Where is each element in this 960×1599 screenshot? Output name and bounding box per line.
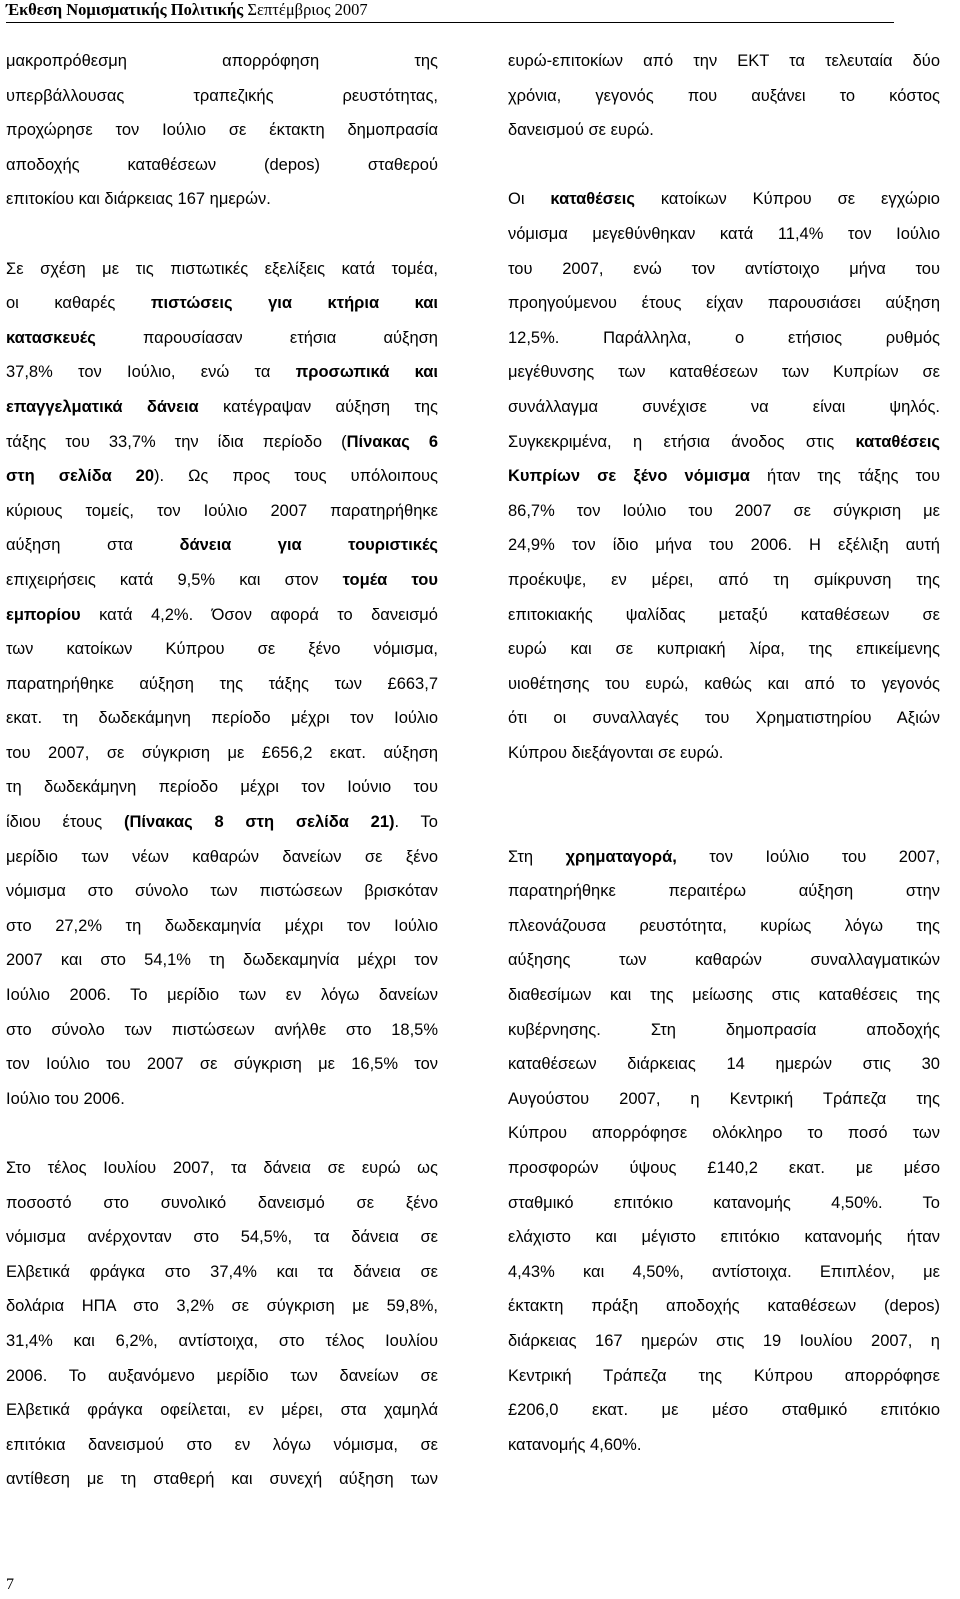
text-line: Οι καταθέσεις κατοίκων Κύπρου σε εγχώριο [508,190,940,209]
bold-term: τομέα του [342,570,438,589]
table-reference: Πίνακας 6 [346,432,438,451]
text-line: 31,4% και 6,2%, αντίστοιχα, στο τέλος Ιουλίου [6,1331,438,1350]
text-line: του 2007, σε σύγκριση με £656,2 εκατ. αύξηση [6,743,438,762]
text-line: του 2007, ενώ τον αντίστοιχο μήνα του [508,259,940,278]
text-line: παρατηρήθηκε αύξηση της τάξης των £663,7 [6,674,438,693]
text-line: Ιούλιο 2006. Το μερίδιο των εν λόγω δανείων [6,986,438,1005]
text-line: 4,43% και 4,50%, αντίστοιχα. Επιπλέον, με [508,1262,940,1281]
page-number: 7 [6,1576,14,1593]
text-line: νόμισμα μεγεθύνθηκαν κατά 11,4% τον Ιούλιο [508,224,940,243]
text-line: ότι οι συναλλαγές του Χρηματιστηρίου Αξιών [508,709,940,728]
bold-term: επαγγελματικά δάνεια [6,397,199,416]
bold-term: εμπορίου [6,605,81,624]
text-line: Ελβετικά φράγκα στο 37,4% και τα δάνεια σε [6,1262,438,1281]
table-reference: (Πίνακας 8 στη σελίδα 21) [124,813,395,832]
text-line: Κύπρου απορρόφησε ολόκληρο το ποσό των [508,1124,940,1143]
text-line: πλεονάζουσα ρευστότητα, κυρίως λόγω της [508,916,940,935]
bold-term: κατασκευές [6,328,96,347]
text-line: 2006. Το αυξανόμενο μερίδιο των δανείων σε [6,1366,438,1385]
text-line: στη σελίδα 20). Ως προς τους υπόλοιπους [6,467,438,486]
paragraph-money-market [508,840,940,1463]
text-line: νόμισμα ανέρχονταν στο 54,5%, τα δάνεια σε [6,1228,438,1247]
text-line: προσφορών ύψους £140,2 εκατ. με μέσο [508,1159,940,1177]
text-line: παρατηρήθηκε περαιτέρω αύξηση στην [508,882,940,901]
text-line: Κεντρική Τράπεζα της Κύπρου απορρόφησε [508,1366,940,1385]
text-line: διαθεσίμων και της μείωσης στις καταθέσεις της [508,986,940,1005]
text-line: δανεισμού σε ευρώ. [508,121,654,140]
paragraph-liquidity-absorption [6,44,438,217]
text-line: προηγούμενου έτους είχαν παρουσιάσει αύξηση [508,294,940,313]
bold-term: χρηματαγορά, [565,847,677,866]
text-line: αντίθεση με τη σταθερή και συνεχή αύξηση των [6,1470,438,1489]
text-line: ευρώ-επιτοκίων από την ΕΚΤ τα τελευταία δύο [508,52,940,70]
text-line: ίδιου έτους (Πίνακας 8 στη σελίδα 21). Το [6,813,438,832]
text-line: 37,8% τον Ιούλιο, ενώ τα προσωπικά και [6,363,438,382]
text-line: προέκυψε, εν μέρει, από τη σμίκρυνση της [508,570,940,589]
bold-term: Κυπρίων σε ξένο νόμισμα [508,467,750,486]
text-line: προχώρησε τον Ιούλιο σε έκτακτη δημοπρασία [6,121,438,140]
text-line: επιτόκια δανεισμού στο εν λόγω νόμισμα, σε [6,1435,438,1454]
text-line: 2007 και στο 54,1% τη δωδεκαμηνία μέχρι τον [6,951,438,970]
text-line: 86,7% τον Ιούλιο του 2007 σε σύγκριση με [508,501,940,520]
text-line: τον Ιούλιο του 2007 σε σύγκριση με 16,5% τον [6,1055,438,1074]
paragraph-currency-shares [6,1151,438,1497]
text-line: τη δωδεκάμηνη περίοδο μέχρι τον Ιούνιο του [6,778,438,797]
text-line: έκτακτη πράξη αποδοχής καταθέσεων (depos) [508,1297,940,1316]
text-line: τάξης του 33,7% την ίδια περίοδο (Πίνακας 6 [6,432,438,451]
text-line: Κυπρίων σε ξένο νόμισμα ήταν της τάξης του [508,467,940,486]
text-line: εμπορίου κατά 4,2%. Όσον αφορά το δανεισμό [6,605,438,624]
text-line: συνάλλαγμα συνέχισε να είναι ψηλός. [508,397,940,416]
text-line: αύξηση στα δάνεια για τουριστικές [6,536,438,555]
text-line: Στο τέλος Ιουλίου 2007, τα δάνεια σε ευρώ ως [6,1159,438,1177]
text-line: επιτοκίου και διάρκειας 167 ημερών. [6,190,271,209]
text-line: Ελβετικά φράγκα οφείλεται, εν μέρει, στα χαμηλά [6,1401,438,1420]
text-line: διάρκειας 167 ημερών στις 19 Ιουλίου 2007, η [508,1331,940,1350]
text-line: μεγέθυνσης των καταθέσεων των Κυπρίων σε [508,363,940,382]
text-line: κυβέρνησης. Στη δημοπρασία αποδοχής [508,1020,940,1039]
text-line: εκατ. τη δωδεκάμηνη περίοδο μέχρι τον Ιούλιο [6,709,438,728]
paragraph-euro-rates [508,44,940,148]
right-column [508,44,940,1462]
text-line: μερίδιο των νέων καθαρών δανείων σε ξένο [6,847,438,866]
text-line: κατανομής 4,60%. [508,1435,642,1454]
text-line: ευρώ και σε κυπριακή λίρα, της επικείμενης [508,640,940,659]
text-line: Ιούλιο του 2006. [6,1089,125,1108]
bold-term: πιστώσεις για κτήρια και [150,294,438,313]
text-line: 12,5%. Παράλληλα, ο ετήσιος ρυθμός [508,328,940,347]
bold-term: καταθέσεις [855,432,940,451]
text-line: υπερβάλλουσας τραπεζικής ρευστότητας, [6,86,438,105]
text-line: αύξησης των καθαρών συναλλαγματικών [508,951,940,970]
text-line: των κατοίκων Κύπρου σε ξένο νόμισμα, [6,640,438,659]
text-line: κατασκευές παρουσίασαν ετήσια αύξηση [6,328,438,347]
text-line: στο σύνολο των πιστώσεων ανήλθε στο 18,5% [6,1020,438,1039]
text-line: ελάχιστο και μέγιστο επιτόκιο κατανομής ήταν [508,1228,940,1247]
text-line: επαγγελματικά δάνεια κατέγραψαν αύξηση της [6,397,438,416]
left-column [6,44,438,1497]
text-line: χρόνια, γεγονός που αυξάνει το κόστος [508,86,940,105]
text-line: Αυγούστου 2007, η Κεντρική Τράπεζα της [508,1089,940,1108]
text-line: αποδοχής καταθέσεων (depos) σταθερού [6,155,438,174]
table-reference: στη σελίδα 20 [6,467,155,486]
report-date: Σεπτέμβριος 2007 [243,0,368,19]
text-line: νόμισμα στο σύνολο των πιστώσεων βρισκόταν [6,882,438,901]
text-line: δολάρια ΗΠΑ στο 3,2% σε σύγκριση με 59,8%, [6,1297,438,1316]
paragraph-sectoral-credit [6,252,438,1117]
running-header [6,0,894,23]
text-line: κύριους τομείς, τον Ιούλιο 2007 παρατηρήθηκε [6,501,438,520]
text-line: Στη χρηματαγορά, τον Ιούλιο του 2007, [508,847,940,866]
text-line: ποσοστό στο συνολικό δανεισμό σε ξένο [6,1193,438,1212]
bold-term: προσωπικά και [295,363,438,382]
bold-term: δάνεια για τουριστικές [179,536,438,555]
text-line: καταθέσεων διάρκειας 14 ημερών στις 30 [508,1055,940,1074]
text-line: υιοθέτησης του ευρώ, καθώς και από το γεγονός [508,674,940,693]
text-line: 24,9% τον ίδιο μήνα του 2006. Η εξέλιξη αυτή [508,536,940,555]
text-line: επιχειρήσεις κατά 9,5% και στον τομέα του [6,570,438,589]
text-line: σταθμικό επιτόκιο κατανομής 4,50%. Το [508,1193,940,1212]
text-line: οι καθαρές πιστώσεις για κτήρια και [6,294,438,313]
text-line: Συγκεκριμένα, η ετήσια άνοδος στις καταθέσεις [508,432,940,451]
text-line: £206,0 εκατ. με μέσο σταθμικό επιτόκιο [508,1401,940,1420]
paragraph-deposits [508,182,940,770]
text-line: Κύπρου διεξάγονται σε ευρώ. [508,743,724,762]
bold-term: καταθέσεις [550,190,635,209]
text-line: στο 27,2% τη δωδεκαμηνία μέχρι τον Ιούλιο [6,916,438,935]
text-line: Σε σχέση με τις πιστωτικές εξελίξεις κατά τομέα, [6,259,438,278]
report-title: Έκθεση Νομισματικής Πολιτικής [6,0,244,19]
text-line: μακροπρόθεσμη απορρόφηση της [6,52,438,70]
text-line: επιτοκιακής ψαλίδας μεταξύ καταθέσεων σε [508,605,940,624]
